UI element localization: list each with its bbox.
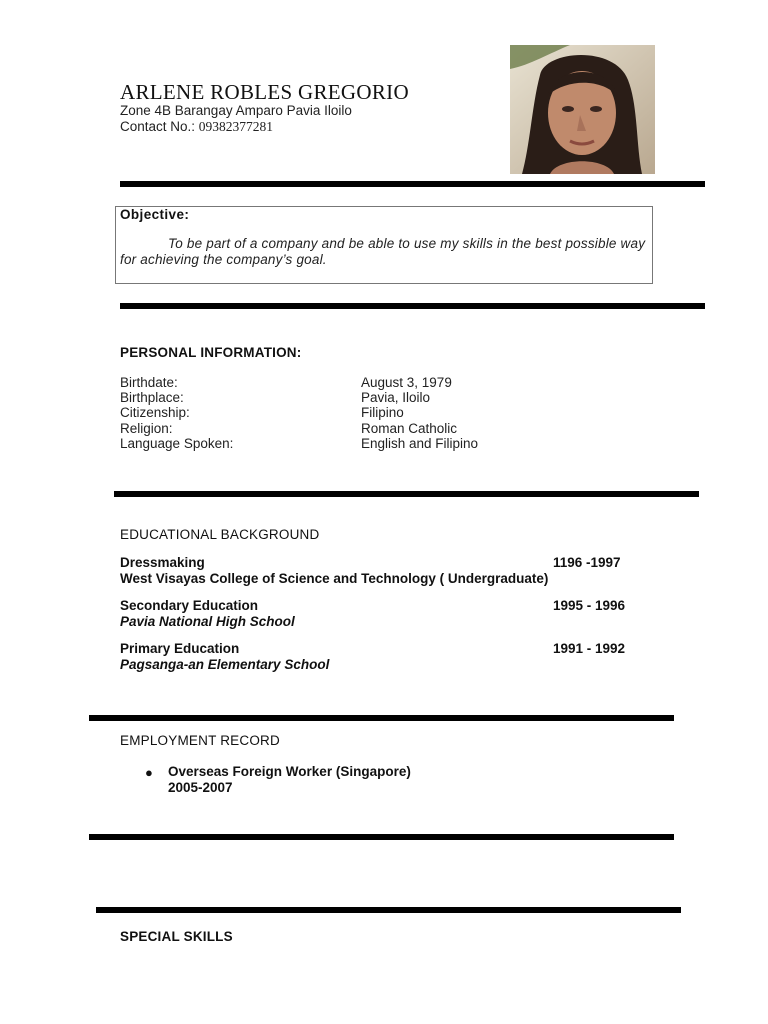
education-level: Dressmaking — [120, 555, 205, 570]
portrait-image — [510, 45, 655, 174]
employment-years: 2005-2007 — [168, 780, 233, 795]
applicant-address: Zone 4B Barangay Amparo Pavia Iloilo — [120, 103, 352, 118]
applicant-name: ARLENE ROBLES GREGORIO — [120, 80, 409, 104]
bullet-icon: ● — [145, 765, 153, 780]
personal-info-title: PERSONAL INFORMATION: — [120, 345, 302, 360]
education-school: West Visayas College of Science and Technology ( Undergraduate) — [120, 571, 549, 586]
personal-value: English and Filipino — [361, 436, 479, 451]
personal-label: Birthdate: — [120, 375, 178, 390]
education-title: EDUCATIONAL BACKGROUND — [120, 527, 320, 542]
objective-text: To be part of a company and be able to use my skills in the best possible way for achieving the company’s goal. — [120, 236, 646, 267]
section-divider — [120, 181, 705, 187]
section-divider — [120, 303, 705, 309]
personal-value: Roman Catholic — [361, 421, 458, 436]
applicant-photo — [510, 45, 655, 174]
education-level: Secondary Education — [120, 598, 259, 613]
skills-title: SPECIAL SKILLS — [120, 929, 233, 944]
contact-label: Contact No.: — [120, 119, 199, 134]
personal-label: Birthplace: — [120, 390, 184, 405]
education-level: Primary Education — [120, 641, 240, 656]
contact-line — [120, 119, 273, 135]
personal-label: Language Spoken: — [120, 436, 234, 451]
objective-label: Objective: — [120, 207, 190, 222]
education-years: 1196 -1997 — [553, 555, 621, 570]
personal-value: August 3, 1979 — [361, 375, 452, 390]
education-years: 1995 - 1996 — [553, 598, 626, 613]
contact-number: 09382377281 — [198, 119, 274, 134]
section-divider — [114, 491, 699, 497]
personal-value: Pavia, Iloilo — [361, 390, 431, 405]
personal-value: Filipino — [361, 405, 404, 420]
personal-label: Religion: — [120, 421, 173, 436]
education-years: 1991 - 1992 — [553, 641, 626, 656]
section-divider — [89, 834, 674, 840]
section-divider — [96, 907, 681, 913]
section-divider — [89, 715, 674, 721]
employment-role: Overseas Foreign Worker (Singapore) — [168, 764, 411, 779]
education-school: Pagsanga-an Elementary School — [120, 657, 330, 672]
education-school: Pavia National High School — [120, 614, 295, 629]
personal-label: Citizenship: — [120, 405, 190, 420]
employment-title: EMPLOYMENT RECORD — [120, 733, 280, 748]
